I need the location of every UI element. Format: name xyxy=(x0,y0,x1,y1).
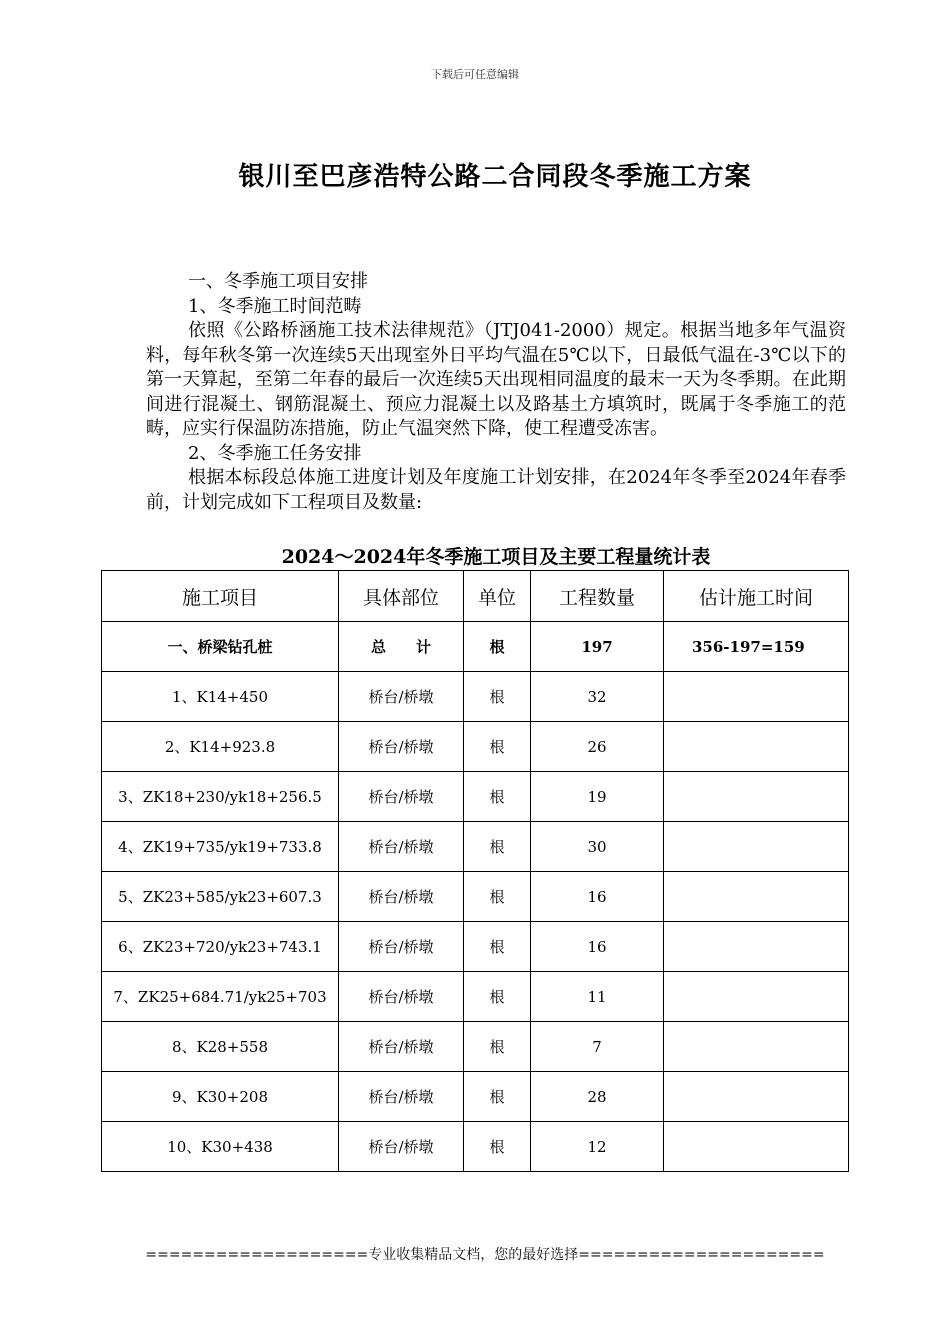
row-location: 桥台/桥墩 xyxy=(339,1122,464,1172)
subsection-heading-time-range: 1、冬季施工时间范畴 xyxy=(188,295,362,317)
row-item: 5、ZK23+585/yk23+607.3 xyxy=(102,872,339,922)
row-time xyxy=(664,922,849,972)
summary-time: 356-197=159 xyxy=(664,622,849,672)
header-unit: 单位 xyxy=(464,571,531,622)
row-time xyxy=(664,1022,849,1072)
summary-unit: 根 xyxy=(464,622,531,672)
summary-location: 总 计 xyxy=(339,622,464,672)
header-quantity: 工程数量 xyxy=(531,571,664,622)
header-time: 估计施工时间 xyxy=(664,571,849,622)
header-location: 具体部位 xyxy=(339,571,464,622)
row-unit: 根 xyxy=(464,1072,531,1122)
row-unit: 根 xyxy=(464,972,531,1022)
summary-row xyxy=(102,622,849,672)
row-quantity: 26 xyxy=(531,722,664,772)
row-unit: 根 xyxy=(464,772,531,822)
row-location: 桥台/桥墩 xyxy=(339,672,464,722)
row-location: 桥台/桥墩 xyxy=(339,722,464,772)
paragraph-task-plan: 根据本标段总体施工进度计划及年度施工计划安排，在2024年冬季至2024年春季前，计划完成如下工程项目及数量: xyxy=(146,467,846,513)
table-row xyxy=(102,1072,849,1122)
row-time xyxy=(664,972,849,1022)
row-location: 桥台/桥墩 xyxy=(339,922,464,972)
table-row xyxy=(102,1022,849,1072)
row-item: 6、ZK23+720/yk23+743.1 xyxy=(102,922,339,972)
row-unit: 根 xyxy=(464,672,531,722)
row-time xyxy=(664,772,849,822)
row-unit: 根 xyxy=(464,922,531,972)
header-item: 施工项目 xyxy=(102,571,339,622)
row-quantity: 12 xyxy=(531,1122,664,1172)
table-row xyxy=(102,672,849,722)
table-title: 2024～2024年冬季施工项目及主要工程量统计表 xyxy=(281,546,711,568)
summary-quantity: 197 xyxy=(531,622,664,672)
row-unit: 根 xyxy=(464,1122,531,1172)
header-note: 下载后可任意编辑 xyxy=(431,68,519,81)
row-unit: 根 xyxy=(464,722,531,772)
row-time xyxy=(664,1122,849,1172)
table-row xyxy=(102,822,849,872)
row-unit: 根 xyxy=(464,1022,531,1072)
row-item: 7、ZK25+684.71/yk25+703 xyxy=(102,972,339,1022)
row-location: 桥台/桥墩 xyxy=(339,1072,464,1122)
row-quantity: 32 xyxy=(531,672,664,722)
row-quantity: 7 xyxy=(531,1022,664,1072)
table-row xyxy=(102,772,849,822)
row-time xyxy=(664,822,849,872)
row-item: 4、ZK19+735/yk19+733.8 xyxy=(102,822,339,872)
document-title: 银川至巴彦浩特公路二合同段冬季施工方案 xyxy=(238,162,752,192)
table-header-row xyxy=(102,571,849,622)
paragraph-time-range: 依照《公路桥涵施工技术法律规范》（JTJ041-2000）规定。根据当地多年气温资料，每年秋冬第一次连续5天出现室外日平均气温在5℃以下，日最低气温在-3℃以下的第一天算起，至第二年春的最后一次连续5天出现相同温度的最末一天为冬季期。在此期间进行混凝土、钢筋混凝土、预应力混凝土以及路基土方填筑时，既属于冬季施工的范畴，应实行保温防冻措施，防止气温突然下降，使工程遭受冻害。 xyxy=(146,320,846,439)
row-item: 10、K30+438 xyxy=(102,1122,339,1172)
row-item: 2、K14+923.8 xyxy=(102,722,339,772)
row-location: 桥台/桥墩 xyxy=(339,822,464,872)
row-location: 桥台/桥墩 xyxy=(339,1022,464,1072)
row-quantity: 19 xyxy=(531,772,664,822)
row-quantity: 11 xyxy=(531,972,664,1022)
row-location: 桥台/桥墩 xyxy=(339,772,464,822)
row-quantity: 30 xyxy=(531,822,664,872)
construction-stats-table xyxy=(101,570,849,1172)
row-quantity: 16 xyxy=(531,872,664,922)
footer-note: ===================专业收集精品文档，您的最好选择===================== xyxy=(145,1247,825,1263)
row-time xyxy=(664,672,849,722)
table-row xyxy=(102,1122,849,1172)
row-location: 桥台/桥墩 xyxy=(339,972,464,1022)
row-item: 8、K28+558 xyxy=(102,1022,339,1072)
table-row xyxy=(102,972,849,1022)
section-heading: 一、冬季施工项目安排 xyxy=(188,271,368,292)
table-row xyxy=(102,922,849,972)
row-quantity: 28 xyxy=(531,1072,664,1122)
row-quantity: 16 xyxy=(531,922,664,972)
row-item: 3、ZK18+230/yk18+256.5 xyxy=(102,772,339,822)
row-time xyxy=(664,872,849,922)
row-time xyxy=(664,722,849,772)
summary-item: 一、桥梁钻孔桩 xyxy=(102,622,339,672)
row-unit: 根 xyxy=(464,872,531,922)
row-unit: 根 xyxy=(464,822,531,872)
table-row xyxy=(102,872,849,922)
row-item: 1、K14+450 xyxy=(102,672,339,722)
document-body xyxy=(146,270,846,515)
row-time xyxy=(664,1072,849,1122)
row-location: 桥台/桥墩 xyxy=(339,872,464,922)
row-item: 9、K30+208 xyxy=(102,1072,339,1122)
subsection-heading-task-plan: 2、冬季施工任务安排 xyxy=(188,442,362,464)
table-row xyxy=(102,722,849,772)
